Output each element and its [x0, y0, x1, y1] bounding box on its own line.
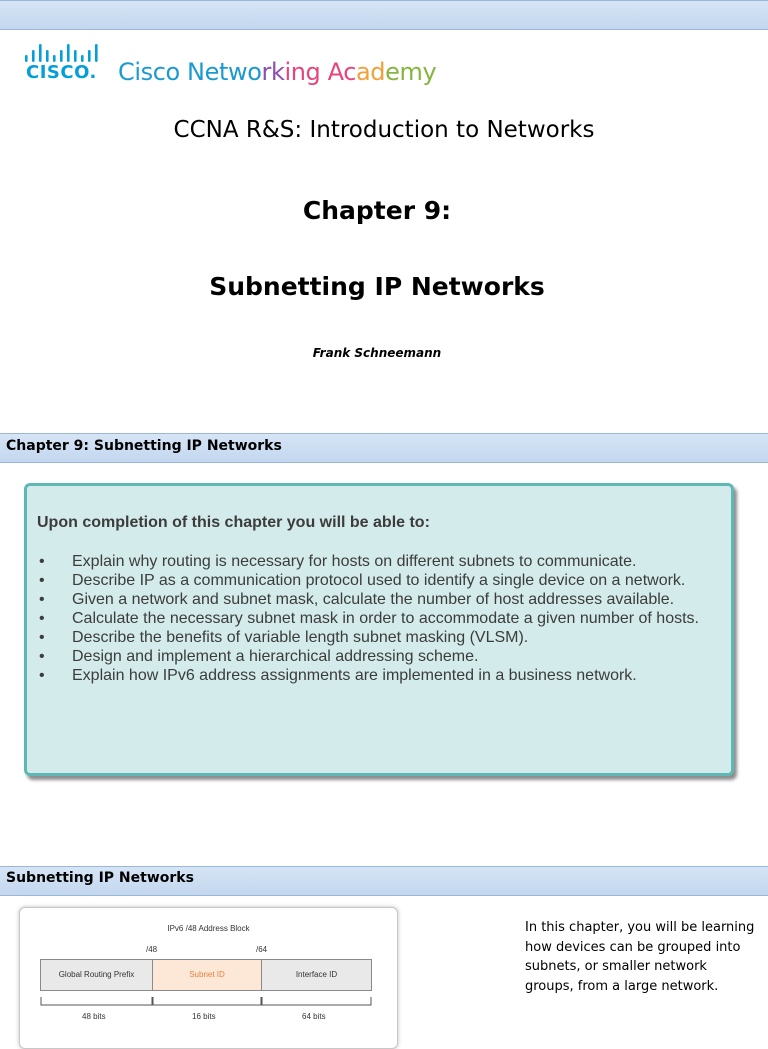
- course-title: CCNA R&S: Introduction to Networks: [173, 117, 595, 143]
- objective-item: [39, 552, 719, 571]
- figure-title: IPv6 /48 Address Block: [167, 924, 250, 933]
- objective-text: Describe the benefits of variable length subnet masking (VLSM).: [72, 629, 529, 646]
- objectives-list: [39, 552, 719, 685]
- objectives-box: [24, 483, 734, 776]
- academy-part: emy: [385, 58, 437, 86]
- bits-64-label: 64 bits: [302, 1012, 326, 1021]
- objective-text: Explain why routing is necessary for hosts on different subnets to communicate.: [72, 553, 637, 570]
- bits-16-label: 16 bits: [192, 1012, 216, 1021]
- bullet-icon: •: [39, 629, 45, 646]
- objective-item: [39, 590, 719, 609]
- prefix-48-marker: /48: [146, 945, 158, 954]
- objective-text: Calculate the necessary subnet mask in order to accommodate a given number of hosts.: [72, 610, 699, 627]
- global-routing-prefix-segment: Global Routing Prefix: [40, 959, 153, 991]
- bullet-icon: •: [39, 591, 45, 608]
- objective-text: Explain how IPv6 address assignments are implemented in a business network.: [72, 667, 637, 684]
- chapter-intro-text: In this chapter, you will be learning how devices can be grouped into subnets, or smaller network groups, from a large network.: [525, 920, 755, 994]
- prefix-64-marker: /64: [256, 945, 268, 954]
- ipv6-address-block-figure: [19, 907, 398, 1049]
- bullet-icon: •: [39, 648, 45, 665]
- section-header-title: Chapter 9: Subnetting IP Networks: [6, 438, 282, 454]
- bits-48-label: 48 bits: [82, 1012, 106, 1021]
- bullet-icon: •: [39, 553, 45, 570]
- academy-part: Cisco Netwo: [118, 58, 262, 86]
- cisco-wordmark: CISCO.: [26, 62, 97, 83]
- objectives-intro: Upon completion of this chapter you will be able to:: [37, 514, 430, 531]
- subnet-id-segment: Subnet ID: [152, 959, 262, 991]
- bracket-64-icon: [261, 997, 372, 1011]
- academy-part: ad: [356, 58, 386, 86]
- academy-part: ing Ac: [284, 58, 356, 86]
- academy-title: [118, 58, 436, 86]
- objective-text: Describe IP as a communication protocol used to identify a single device on a network.: [72, 572, 686, 589]
- objective-item: [39, 628, 719, 647]
- objective-item: [39, 571, 719, 590]
- academy-part: rk: [261, 58, 285, 86]
- bracket-16-icon: [152, 997, 262, 1011]
- section-header-band: [0, 433, 768, 463]
- interface-id-segment: Interface ID: [261, 959, 372, 991]
- objective-item: [39, 647, 719, 666]
- objective-item: [39, 666, 719, 685]
- objective-text: Given a network and subnet mask, calculate the number of host addresses available.: [72, 591, 675, 608]
- bracket-48-icon: [40, 997, 153, 1011]
- top-header-band: [0, 0, 768, 30]
- bullet-icon: •: [39, 572, 45, 589]
- section-header-band: [0, 866, 768, 896]
- bullet-icon: •: [39, 610, 45, 627]
- bullet-icon: •: [39, 667, 45, 684]
- chapter-title: Chapter 9:: [302, 196, 452, 225]
- objective-text: Design and implement a hierarchical addressing scheme.: [72, 648, 479, 665]
- chapter-subject: Subnetting IP Networks: [209, 272, 545, 301]
- objective-item: [39, 609, 719, 628]
- author-name: Frank Schneemann: [312, 346, 442, 360]
- section-header-title: Subnetting IP Networks: [6, 870, 194, 886]
